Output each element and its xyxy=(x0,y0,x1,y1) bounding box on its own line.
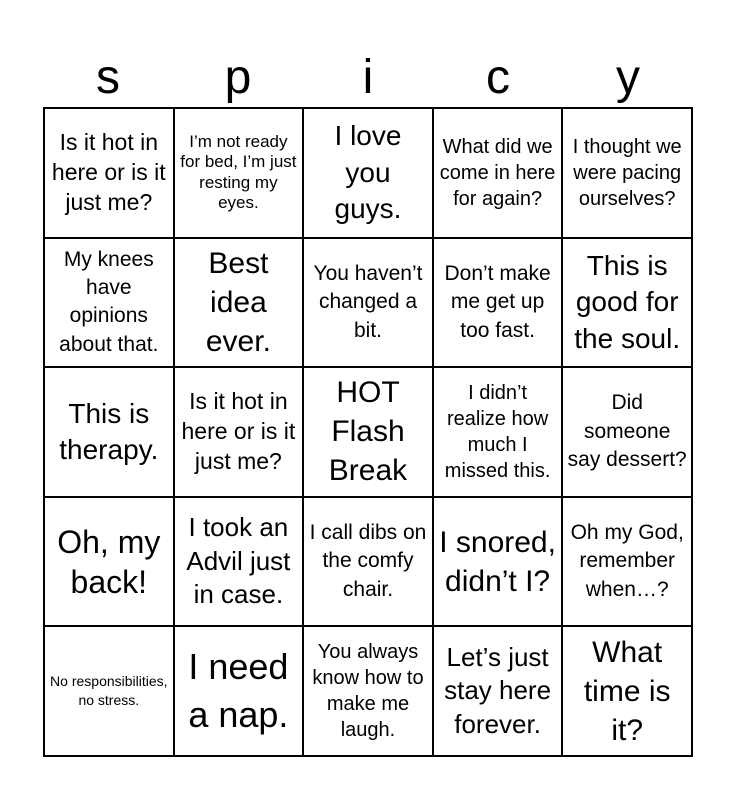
bingo-cell[interactable]: Is it hot in here or is it just me? xyxy=(44,108,174,238)
bingo-cell[interactable]: What did we come in here for again? xyxy=(433,108,563,238)
bingo-cell[interactable]: Don’t make me get up too fast. xyxy=(433,238,563,368)
bingo-cell[interactable]: I thought we were pacing ourselves? xyxy=(562,108,692,238)
header-letter-i: i xyxy=(362,51,374,104)
bingo-cell[interactable]: What time is it? xyxy=(562,626,692,756)
bingo-cell[interactable]: This is therapy. xyxy=(44,367,174,497)
header-letter-y: y xyxy=(616,51,640,104)
header-letter-s: s xyxy=(96,51,120,104)
bingo-header xyxy=(43,48,693,108)
bingo-cell[interactable]: Did someone say dessert? xyxy=(562,367,692,497)
bingo-cell[interactable]: I call dibs on the comfy chair. xyxy=(303,497,433,627)
header-letter-c: c xyxy=(486,51,510,104)
bingo-cell[interactable]: Is it hot in here or is it just me? xyxy=(174,367,304,497)
bingo-grid xyxy=(43,107,693,757)
bingo-cell[interactable]: My knees have opinions about that. xyxy=(44,238,174,368)
bingo-cell[interactable]: No responsibilities, no stress. xyxy=(44,626,174,756)
bingo-cell[interactable]: Oh, my back! xyxy=(44,497,174,627)
bingo-cell[interactable]: I love you guys. xyxy=(303,108,433,238)
bingo-cell[interactable]: I took an Advil just in case. xyxy=(174,497,304,627)
bingo-cell[interactable]: I snored, didn’t I? xyxy=(433,497,563,627)
bingo-cell[interactable]: I need a nap. xyxy=(174,626,304,756)
bingo-cell[interactable]: You haven’t changed a bit. xyxy=(303,238,433,368)
bingo-cell[interactable]: Let’s just stay here forever. xyxy=(433,626,563,756)
bingo-cell[interactable]: HOT Flash Break xyxy=(303,367,433,497)
bingo-cell[interactable]: I didn’t realize how much I missed this. xyxy=(433,367,563,497)
header-letter-p: p xyxy=(224,51,252,104)
bingo-cell[interactable]: This is good for the soul. xyxy=(562,238,692,368)
bingo-cell[interactable]: Oh my God, remember when…? xyxy=(562,497,692,627)
bingo-cell[interactable]: I’m not ready for bed, I’m just resting my eyes. xyxy=(174,108,304,238)
bingo-cell[interactable]: You always know how to make me laugh. xyxy=(303,626,433,756)
bingo-cell[interactable]: Best idea ever. xyxy=(174,238,304,368)
